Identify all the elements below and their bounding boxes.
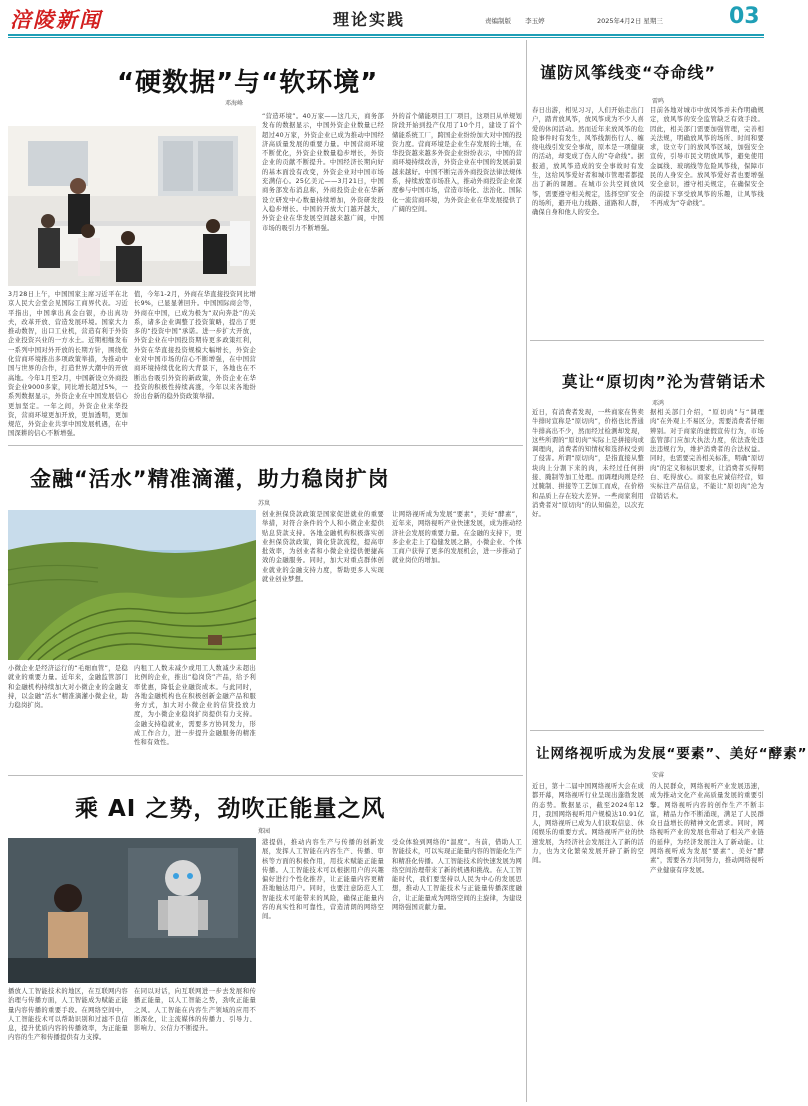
article-text: 近日，第十二届中国网络视听大会在成都开幕，网络视听行业呈现出蓬勃发展的态势。数据显示，截至2024年12月，我国网络视听用户规模达10.91亿人，网络视听已成为人们获取信息、休闲娱乐的重要方式。网络视听产业的快速发展，为经济社会发展注入了新的活力，也为文化繁荣发展开辟了新的空间。 bbox=[532, 783, 644, 865]
article-text: 3月28日上午，中国国家主席习近平在北京人民大会堂会见国际工商界代表。习近平指出，中国拿出真金白银，办出真功夫，改革开放、营造发展环境。国家大力推动数智，出口工业机，营造有利于外资企业投资兴业的一方水土。近期相继发布一系列中国对外开放的长期方针，围绕优化营商环境推出多项政策举措，为推动中国与世界的合作，打造世界大潮中的开放高地。今年1月至2月，中国新设立外商投资企业9000多家，同比增长超过5%，一系列数据显示，外资企业在中国发展信心更加坚定。一年之间，外资企业来华投资，营商环境更加开放，更加透明，更加规范，外资企业共享中国发展机遇，在中国深耕的信心不断增强。 bbox=[8, 291, 128, 438]
article-byline: 邓鸿 bbox=[652, 400, 665, 407]
meeting-photo-image bbox=[8, 126, 256, 286]
article-title-kite: 谨防风筝线变“夺命线” bbox=[540, 63, 717, 82]
article-text: “营造环境”。40万家——这几天，商务部发布的数据显示，中国外资企业数量已经超过40万家，外资企业已成为推动中国经济高质量发展的重要力量。中国营商环境不断优化，外资企业数量稳步增长，外资企业的贡献不断提升。中国经济长期向好的基本面没有改变，外资企业对中国市场充满信心。25亿美元——3月21日，中国商务部发布消息称，外商投资企业在华新设立研发中心数量持续增加，外资研发投入稳步增长。中国的开放大门越开越大，外资企业在华发展空间越来越广阔，中国市场的吸引力不断增强。 bbox=[262, 113, 384, 232]
article-text: 让网络视听成为发展“要素”，美好“酵素”，近年来，网络视听产业快速发展，成为推动经济社会发展的重要力量。在金融的支持下，更多企业走上了稳健发展之路，小微企业、个体工商户获得了更多的发展机会，进一步推动了就业岗位的增加。 bbox=[392, 511, 522, 565]
article-text: 值，今年1-2月，外商在华直接投资同比增长9%，已显显著回升。中国国际商会等，外商在中国，已成为极为“双向奔赴”的关系，诸多企业调整了投资策略，提出了更多的“投资中国”承诺。进一步扩大开放，外资企业在中国投资期待更多政策红利，外资在华直接投资规模大幅增长，外资企业对中国市场的信心不断增强，在中国营商环境持续优化的大背景下，各地也在不断出台吸引外资的新政策，外资企业在华投资的积极性持续高涨，今年以来各地纷纷出台新的稳外资政策举措。 bbox=[134, 291, 256, 401]
article-text: 据相关部门介绍，“原切肉”与“调理肉”在外观上不易区分，需要消费者仔细辨别。对于商家的虚假宣传行为，市场监管部门应加大执法力度，依法查处违法违规行为，维护消费者的合法权益。同时，也需要完善相关标准，明确“原切肉”的定义和标识要求，让消费者买得明白、吃得放心。商家也应诚信经营，如实标注产品信息，不能让“原切肉”沦为营销话术。 bbox=[650, 409, 764, 500]
article-byline: 雷鸣 bbox=[652, 98, 665, 105]
article-text: 港提倡，推动内容生产与传播的创新发展，发挥人工智能在内容生产、传播、审核等方面的积极作用，用技术赋能正能量传播。人工智能技术可以根据用户的兴趣偏好进行个性化推荐，让正能量内容更精准地触达用户。同时，也要注意防范人工智能技术可能带来的风险，确保正能量内容的真实性和可靠性，营造清朗的网络空间。 bbox=[262, 839, 384, 921]
issue-date: 2025年4月2日 星期三 bbox=[597, 17, 663, 25]
terrace-photo-image bbox=[8, 510, 256, 660]
newspaper-logo: 涪陵新闻 bbox=[10, 7, 102, 32]
article-text: 受众体验到网络的“温度”。当前，借助人工智能技术，可以实现正能量内容的智能化生产和精准化传播。人工智能技术的快速发展为网络空间治理带来了新的机遇和挑战。在人工智能时代，我们要坚持以人民为中心的发展思想，推动人工智能技术与正能量传播深度融合，让正能量成为网络空间的主旋律，为建设网络强国贡献力量。 bbox=[392, 839, 522, 912]
article-text: 播放人工智能技术的地区，在互联网内容治理与传播方面，人工智能成为赋能正能量内容传播的重要手段。在网络空间中，人工智能技术可以帮助识别和过滤不良信息，提升优质内容的传播效率，为正能量内容的生产和传播提供有力支撑。 bbox=[8, 988, 128, 1042]
article-text: 小微企业是经济运行的“毛细血管”，是稳就业的重要力量。近年来，金融监管部门和金融机构持续加大对小微企业的金融支持，以金融“活水”精准滴灌小微企业，助力稳岗扩岗。 bbox=[8, 665, 128, 710]
article-text: 在同以对话，向互联网进一步去发展和传播正能量，以人工智能之势，劲吹正能量之风。人工智能在内容生产领域的应用不断深化，让主流媒体的传播力、引导力、影响力、公信力不断提升。 bbox=[134, 988, 256, 1033]
article-text: 内租工人数未减少或用工人数减少未超出比例的企业，推出“稳岗贷”产品，给予利率优惠，降低企业融资成本。与此同时，各地金融机构也在积极创新金融产品和服务方式，加大对小微企业的信贷投放力度，为小微企业稳岗扩岗提供有力支持。金融支持稳就业，需要多方协同发力，形成工作合力，进一步提升金融服务的精准性和有效性。 bbox=[134, 665, 256, 747]
masthead bbox=[0, 0, 772, 36]
divider-a2 bbox=[530, 340, 764, 341]
article-text: 外的首个储能项目工厂项目，这项目从单规划阶段开始到投产仅用了10个月，建设了首个储能系统工厂，跨国企业纷纷加大对中国的投资力度。营商环境是企业生存发展的土壤，在华投资越来越多外资企业纷纷表示，中国的营商环境持续改善，外资企业在中国的发展前景越来越好。中国不断完善外商投资法律法规体系，持续放宽市场准入，推动外商投资企业深度参与中国市场，营造市场化、法治化、国际化一流营商环境，为外资企业在华发展提供了广阔的空间。 bbox=[392, 113, 522, 213]
page-number: 03 bbox=[729, 4, 760, 29]
article-byline: 邓海峰 bbox=[225, 100, 244, 107]
header-rule bbox=[8, 34, 764, 36]
article-text: 创业担保贷款政策是国家促进就业的重要举措，对符合条件的个人和小微企业提供贴息贷款支持。各地金融机构积极落实创业担保贷款政策，简化贷款流程，提高审批效率，为创业者和小微企业提供便捷高效的金融服务。同时，加大对重点群体创业就业的金融支持力度，帮助更多人实现就业创业梦想。 bbox=[262, 511, 384, 584]
terrace-photo bbox=[8, 510, 256, 660]
article-byline: 苏岚 bbox=[258, 500, 271, 507]
meeting-photo bbox=[8, 126, 256, 286]
editor-name: 李玉婷 bbox=[525, 17, 545, 25]
article-title-finance: 金融“活水”精准滴灌，助力稳岗扩岗 bbox=[30, 467, 390, 491]
section-title: 理论实践 bbox=[333, 10, 406, 29]
main-column-divider bbox=[526, 40, 527, 1102]
article-byline: 安睿 bbox=[652, 772, 665, 779]
article-text: 目前各地对城市中放风筝并未作明确规定，放风筝的安全监管缺乏有效手段。因此，相关部门需要加强管理，完善相关法规，明确放风筝的场所、时间和要求，设立专门的放风筝区域，加强安全宣传，引导市民文明放风筝，避免使用金属线、玻璃线等危险风筝线，保障市民的人身安全。放风筝爱好者也要增强安全意识，遵守相关规定，在确保安全的前提下享受放风筝的乐趣，让风筝线不再成为“夺命线”。 bbox=[650, 107, 764, 207]
editor-credits bbox=[485, 16, 557, 25]
divider-a3 bbox=[530, 730, 764, 731]
article-text: 春日出游，相见习习，人们开始走出门户，踏青放风筝，放风筝成为不少人喜爱的休闲活动。然而近年来放风筝的危险事件时有发生，风筝线割伤行人、缠绕电线引发安全事故，原本是一项健康的活动，却变成了伤人的“夺命线”。据报道，放风筝造成的安全事故时有发生，这给风筝爱好者和城市管理者都提出了新的课题。在城市公共空间放风筝，需要遵守相关规定，选择空旷安全的场所，避开电力线路、道路和人群，确保自身和他人的安全。 bbox=[532, 107, 644, 217]
article-byline: 郑园 bbox=[258, 828, 271, 835]
ai-photo-image bbox=[8, 838, 256, 983]
ai-photo bbox=[8, 838, 256, 983]
editor-role: 责编制版 bbox=[485, 17, 511, 25]
header-rule-thin bbox=[8, 37, 764, 38]
article-text: 近日，有消费者发现，一些商家在售卖牛排时宣称是“原切肉”，价格也比普通牛排高出不少，然而经过检测却发现，这些所谓的“原切肉”实际上是拼接肉或调理肉，消费者的知情权和选择权受到了侵害。所谓“原切肉”，是指直接从整块肉上分割下来的肉，未经过任何拼接、腌制等加工处理。而调理肉则是经过腌制、拼接等工艺加工而成，在价格和品质上存在较大差异。一些商家利用消费者对“原切肉”的认知偏差，以次充好。 bbox=[532, 409, 644, 519]
divider-a1 bbox=[8, 445, 523, 446]
article-title-video: 让网络视听成为发展“要素”、美好“酵素” bbox=[536, 746, 808, 762]
divider-a4 bbox=[8, 775, 523, 776]
article-title-ai: 乘 AI 之势，劲吹正能量之风 bbox=[75, 796, 386, 822]
article-text: 的人民群众，网络视听产业发展迅速，成为推动文化产业高质量发展的重要引擎。网络视听内容的创作生产不断丰富，精品力作不断涌现，满足了人民群众日益增长的精神文化需求。同时，网络视听产业的发展也带动了相关产业链的延伸，为经济发展注入了新动能。让网络视听成为发展“要素”、美好“酵素”，需要各方共同努力，推动网络视听产业健康有序发展。 bbox=[650, 783, 764, 874]
article-title-meat: 莫让“原切肉”沦为营销话术 bbox=[562, 373, 766, 391]
article-title-hard-data: “硬数据”与“软环境” bbox=[117, 68, 379, 98]
